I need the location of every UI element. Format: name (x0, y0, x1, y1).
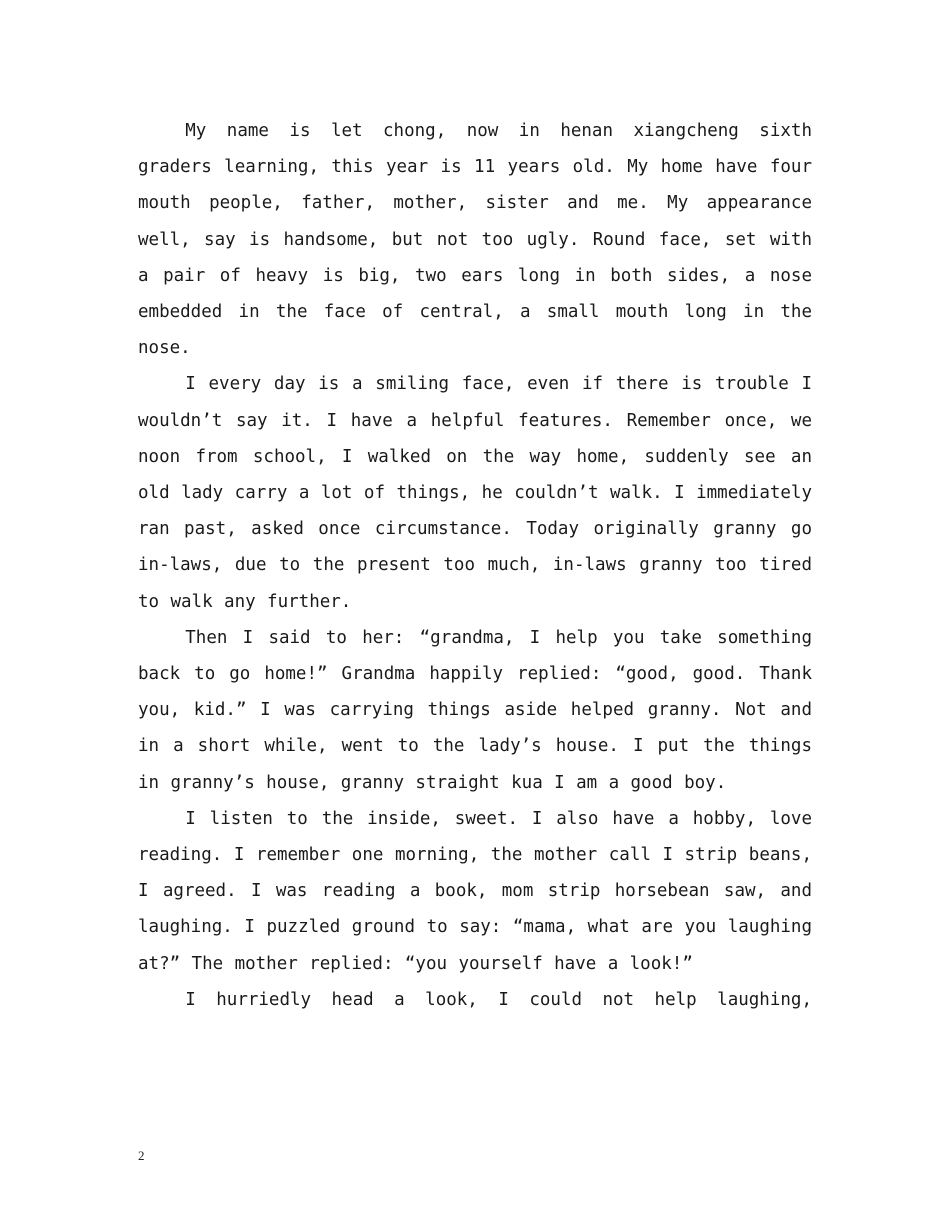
paragraph-1: My name is let chong, now in henan xiangcheng sixth graders learning, this year is 11 years old. My home have four mouth people, father, mother, sister and me. My appearance well, say is handsome, but not too ugly. Round face, set with a pair of heavy is big, two ears long in both sides, a nose embedded in the face of central, a small mouth long in the nose. (138, 121, 812, 359)
page-number: 2 (138, 1148, 145, 1163)
document-body (138, 113, 812, 1018)
paragraph-5: I hurriedly head a look, I could not help laughing, (185, 989, 812, 1010)
paragraph-2: I every day is a smiling face, even if there is trouble I wouldn’t say it. I have a helpful features. Remember once, we noon from school, I walked on the way home, suddenly see an old lady carry a lot of things, he couldn’t walk. I immediately ran past, asked once circumstance. Today originally granny go in-laws, due to the present too much, in-laws granny too tired to walk any further. (138, 374, 812, 612)
paragraph-4: I listen to the inside, sweet. I also have a hobby, love reading. I remember one morning, the mother call I strip beans, I agreed. I was reading a book, mom strip horsebean saw, and laughing. I puzzled ground to say: “mama, what are you laughing at?” The mother replied: “you yourself have a look!” (138, 808, 812, 974)
paragraph-3: Then I said to her: “grandma, I help you take something back to go home!” Grandma happily replied: “good, good. Thank you, kid.” I was carrying things aside helped granny. Not and in a short while, went to the lady’s house. I put the things in granny’s house, granny straight kua I am a good boy. (138, 627, 812, 793)
